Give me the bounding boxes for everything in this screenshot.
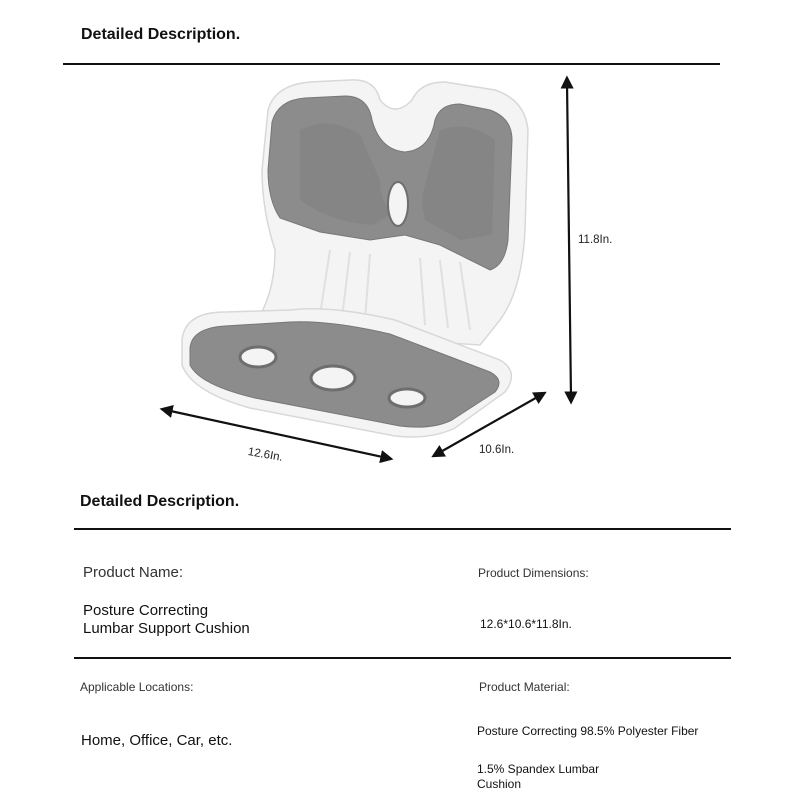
height-label: 11.8In.: [578, 234, 613, 246]
material-value-line3: Cushion: [477, 777, 522, 791]
material-value-line1: Posture Correcting 98.5% Polyester Fiber: [477, 724, 699, 738]
product-name-value-line1: Posture Correcting: [83, 602, 209, 619]
seat-vent-3: [389, 389, 425, 407]
material-value-line2: 1.5% Spandex Lumbar: [477, 762, 600, 776]
material-label: Product Material:: [479, 680, 570, 694]
product-name-value-line2: Lumbar Support Cushion: [83, 620, 250, 637]
seat-vent-1: [240, 347, 276, 367]
section-heading-top: Detailed Description.: [81, 26, 241, 43]
depth-label: 10.6In.: [479, 444, 515, 456]
locations-label: Applicable Locations:: [80, 680, 194, 694]
divider-details: [74, 528, 731, 530]
width-label: 12.6In.: [246, 446, 284, 464]
height-arrow: [567, 82, 571, 398]
product-dimensions-label: Product Dimensions:: [478, 566, 589, 580]
locations-value: Home, Office, Car, etc.: [81, 732, 233, 749]
divider-row: [74, 657, 731, 659]
product-name-label: Product Name:: [83, 564, 184, 581]
product-dimensions-value: 12.6*10.6*11.8In.: [480, 617, 572, 631]
section-heading-details: Detailed Description.: [80, 493, 240, 510]
back-pad-vent: [388, 182, 408, 226]
seat-vent-2: [311, 366, 355, 390]
